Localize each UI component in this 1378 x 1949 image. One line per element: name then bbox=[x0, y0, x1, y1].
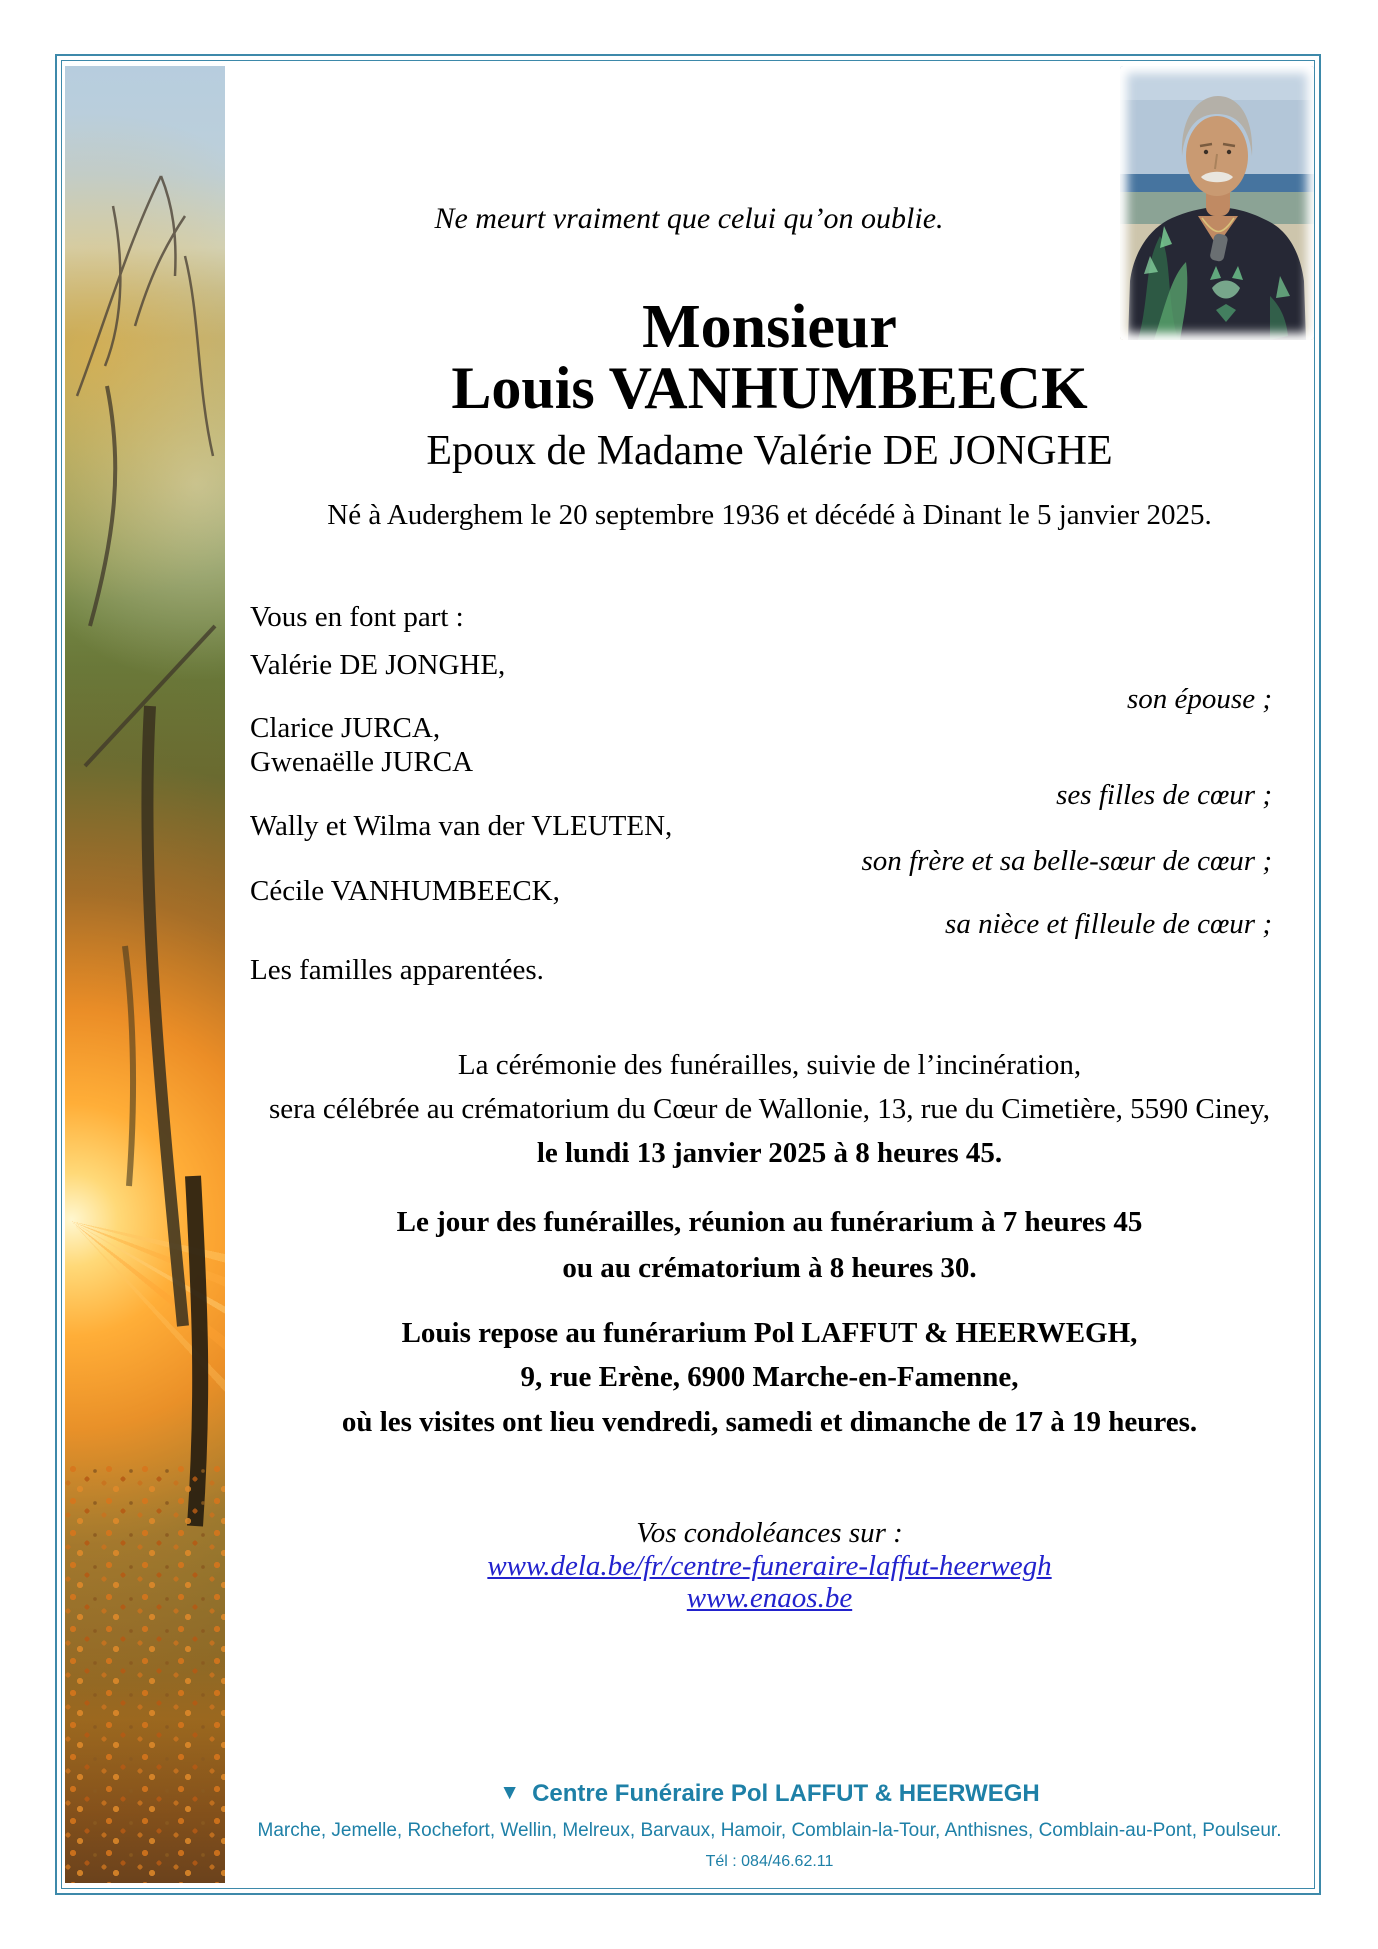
family-relation: son épouse ; bbox=[1127, 683, 1272, 715]
funeral-home-locations: Marche, Jemelle, Rochefort, Wellin, Melreux, Barvaux, Hamoir, Comblain-la-Tour, Anthisnes, Comblain-au-Pont, Poulseur. bbox=[257, 1820, 1282, 1841]
repose-line-1: Louis repose au funérarium Pol LAFFUT & HEERWEGH, bbox=[401, 1317, 1138, 1349]
tree-branches-art bbox=[65, 66, 225, 1883]
announcement-intro: Vous en font part : bbox=[250, 601, 464, 633]
repose-address-line: 9, rue Erène, 6900 Marche-en-Famenne, bbox=[520, 1361, 1019, 1393]
ceremony-line-2: sera célébrée au crématorium du Cœur de Wallonie, 13, rue du Cimetière, 5590 Ciney, bbox=[268, 1093, 1271, 1125]
condolences-link-enaos[interactable]: www.enaos.be bbox=[686, 1582, 853, 1614]
deceased-name: Louis VANHUMBEECK bbox=[451, 355, 1088, 421]
related-families-line: Les familles apparentées. bbox=[250, 954, 544, 986]
funeral-home-label: Centre Funéraire Pol LAFFUT & HEERWEGH bbox=[532, 1780, 1040, 1807]
condolences-link-dela[interactable]: www.dela.be/fr/centre-funeraire-laffut-heerwegh bbox=[487, 1550, 1052, 1582]
funeral-home-name bbox=[225, 1780, 1314, 1809]
birth-death-line: Né à Auderghem le 20 septembre 1936 et décédé à Dinant le 5 janvier 2025. bbox=[327, 499, 1212, 531]
memorial-quote: Ne meurt vraiment que celui qu’on oublie. bbox=[434, 202, 944, 235]
family-name: Cécile VANHUMBEECK, bbox=[250, 875, 560, 907]
spouse-line: Epoux de Madame Valérie DE JONGHE bbox=[426, 428, 1113, 474]
title-civility: Monsieur bbox=[642, 293, 897, 361]
family-relation: ses filles de cœur ; bbox=[1056, 779, 1272, 811]
family-name: Valérie DE JONGHE, bbox=[250, 649, 506, 681]
ceremony-line-1: La cérémonie des funérailles, suivie de l’incinération, bbox=[457, 1049, 1082, 1081]
autumn-trees-photo bbox=[65, 66, 225, 1883]
family-relation: son frère et sa belle-sœur de cœur ; bbox=[861, 845, 1272, 877]
meeting-line-2: ou au crématorium à 8 heures 30. bbox=[562, 1252, 977, 1284]
meeting-line-1: Le jour des funérailles, réunion au funérarium à 7 heures 45 bbox=[396, 1206, 1143, 1238]
condolences-label: Vos condoléances sur : bbox=[636, 1517, 903, 1549]
funeral-home-phone: Tél : 084/46.62.11 bbox=[705, 1853, 834, 1870]
family-relation: sa nièce et filleule de cœur ; bbox=[945, 908, 1272, 940]
family-name: Wally et Wilma van der VLEUTEN, bbox=[250, 810, 673, 842]
down-triangle-icon: ▼ bbox=[499, 1781, 521, 1804]
ceremony-date-line: le lundi 13 janvier 2025 à 8 heures 45. bbox=[536, 1137, 1003, 1169]
family-name: Clarice JURCA, bbox=[250, 712, 441, 744]
family-name: Gwenaëlle JURCA bbox=[250, 746, 474, 778]
visiting-hours-line: où les visites ont lieu vendredi, samedi et dimanche de 17 à 19 heures. bbox=[341, 1406, 1198, 1438]
